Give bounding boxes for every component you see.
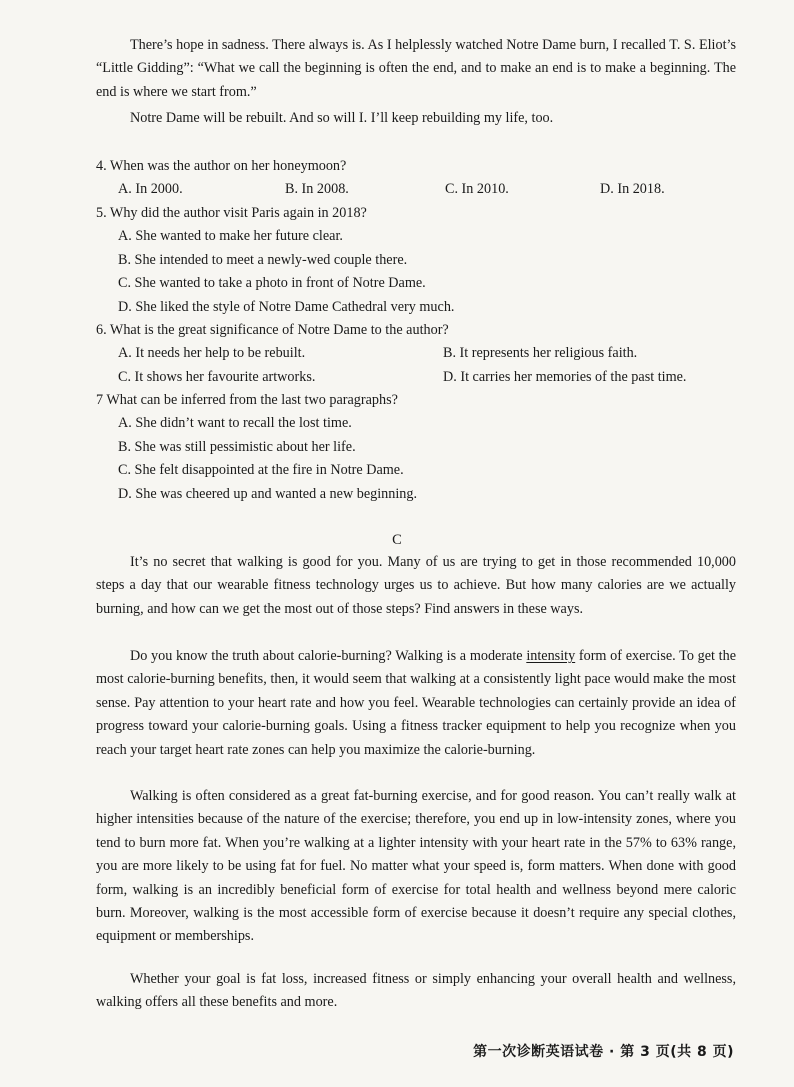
question-4-stem: 4. When was the author on her honeymoon? <box>96 158 347 174</box>
paragraph-2-text-after: form of exercise. To get the most calorie-burning benefits, then, it would seem that walking at a consistently light pace would make the most sense. Pay attention to your heart rate and how you feel. Wearable technologies can certainly provide an idea of progress toward your calorie-burning goals. Using a fitness tracker equipment to help you recognize when you reach your target heart rate zones can help you maximize the calorie-burning. <box>96 648 737 758</box>
question-7-stem: 7 What can be inferred from the last two paragraphs? <box>96 392 398 408</box>
question-4-option-c: C. In 2010. <box>445 181 509 197</box>
passage-c-paragraph-4: Whether your goal is fat loss, increased fitness or simply enhancing your overall health and wellness, walking offers all these benefits and more. <box>96 971 736 1011</box>
question-4-option-a: A. In 2000. <box>118 181 183 197</box>
page-footer: 第一次诊断英语试卷 · 第 3 页(共 8 页) <box>473 1044 734 1060</box>
passage-c-paragraph-2 <box>96 645 736 762</box>
question-7-option-d: D. She was cheered up and wanted a new beginning. <box>118 486 418 502</box>
question-7-option-c: C. She felt disappointed at the fire in Notre Dame. <box>118 462 404 478</box>
question-6-option-c: C. It shows her favourite artworks. <box>118 369 316 385</box>
passage-b-paragraph-1: There’s hope in sadness. There always is. As I helplessly watched Notre Dame burn, I recalled T. S. Eliot’s “Little Gidding”: “What we call the beginning is often the end, and to make an end is to make a beginning. The end is where we start from.” <box>96 37 736 100</box>
paragraph-2-text-before: Do you know the truth about calorie-burning? Walking is a moderate <box>130 648 527 664</box>
section-c-heading: C <box>392 532 402 548</box>
passage-c-paragraph-1: It’s no secret that walking is good for you. Many of us are trying to get in those recommended 10,000 steps a day that our wearable fitness technology urges us to achieve. But how many calories are we actually burning, and how can we get the most out of those steps? Find answers in these ways. <box>96 554 736 617</box>
question-7-option-a: A. She didn’t want to recall the lost time. <box>118 415 352 431</box>
question-6-option-d: D. It carries her memories of the past time. <box>443 369 687 385</box>
question-5-stem: 5. Why did the author visit Paris again in 2018? <box>96 205 367 221</box>
question-6-option-b: B. It represents her religious faith. <box>443 345 638 361</box>
question-6-stem: 6. What is the great significance of Notre Dame to the author? <box>96 322 449 338</box>
question-4-option-d: D. In 2018. <box>600 181 665 197</box>
question-6-option-a: A. It needs her help to be rebuilt. <box>118 345 306 361</box>
question-4-option-b: B. In 2008. <box>285 181 349 197</box>
question-7-option-b: B. She was still pessimistic about her life. <box>118 439 356 455</box>
question-5-option-c: C. She wanted to take a photo in front of Notre Dame. <box>118 275 426 291</box>
passage-c-paragraph-3: Walking is often considered as a great fat-burning exercise, and for good reason. You can’t really walk at higher intensities because of the nature of the exercise; therefore, you end up in low-intensity zones, where you tend to burn more fat. When you’re walking at a lighter intensity with your heart rate in the 57% to 63% range, you are more likely to be using fat for fuel. No matter what your speed is, form matters. When done with good form, walking is an incredibly beneficial form of exercise for total health and wellness beyond mere caloric burn. Moreover, walking is the most accessible form of exercise because it doesn’t require any special clothes, equipment or memberships. <box>96 788 736 945</box>
question-5-option-b: B. She intended to meet a newly-wed couple there. <box>118 252 408 268</box>
question-5-option-a: A. She wanted to make her future clear. <box>118 228 343 244</box>
question-5-option-d: D. She liked the style of Notre Dame Cathedral very much. <box>118 299 455 315</box>
underlined-word-intensity: intensity <box>526 648 576 664</box>
passage-b-paragraph-2: Notre Dame will be rebuilt. And so will I. I’ll keep rebuilding my life, too. <box>130 110 554 126</box>
